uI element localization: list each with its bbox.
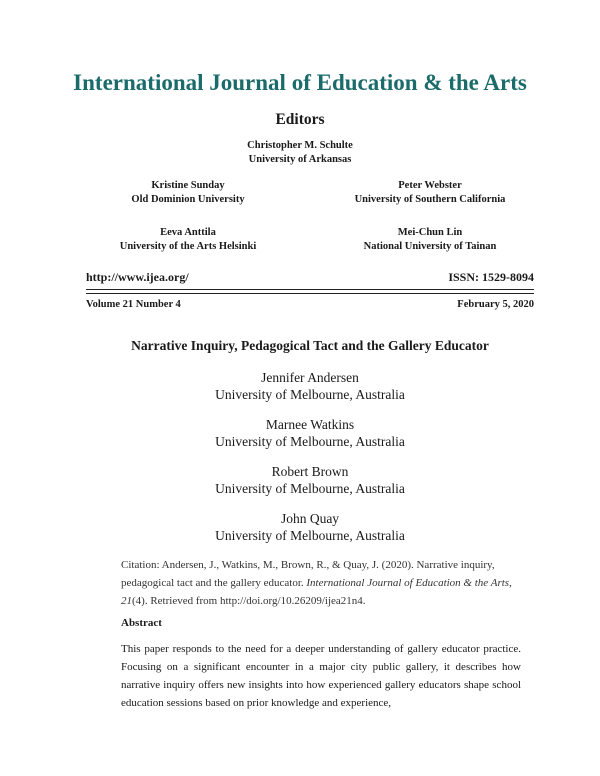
citation-journal: International Journal of Education & the Arts [306, 577, 510, 589]
editor-affiliation: National University of Tainan [363, 241, 497, 252]
author-affiliation: University of Melbourne, Australia [215, 528, 405, 543]
citation-text: (4). Retrieved from http://doi.org/10.26209/ijea21n4. [132, 595, 366, 607]
journal-title: International Journal of Education & the Arts [73, 70, 527, 95]
editor-block [88, 179, 288, 207]
author-affiliation: University of Melbourne, Australia [215, 434, 405, 449]
editor-name: Mei-Chun Lin [397, 227, 463, 238]
editor-affiliation: University of Arkansas [248, 154, 352, 165]
editors-heading: Editors [275, 111, 325, 128]
journal-url-link[interactable]: http://www.ijea.org/ [86, 270, 189, 284]
volume-number: Volume 21 Number 4 [86, 299, 181, 310]
editor-affiliation: University of Southern California [354, 194, 506, 205]
editor-name: Eeva Anttila [160, 227, 216, 238]
author-affiliation: University of Melbourne, Australia [215, 481, 405, 496]
author-name: John Quay [280, 511, 340, 526]
editor-block [88, 226, 288, 254]
divider [86, 293, 534, 294]
author-name: Robert Brown [271, 464, 349, 479]
editor-name: Christopher M. Schulte [247, 140, 353, 151]
author-block [0, 369, 600, 403]
citation-text: , [509, 577, 512, 589]
author-name: Marnee Watkins [265, 417, 355, 432]
editor-affiliation: University of the Arts Helsinki [119, 241, 257, 252]
author-block [0, 463, 600, 497]
editor-block [330, 226, 530, 254]
citation-text: Citation: Andersen, J., Watkins, M., Brown, R., & Quay, J. (2020). Narrative inquiry, pedagogical tact and the gallery educator. [121, 559, 495, 589]
author-name: Jennifer Andersen [261, 370, 359, 385]
paper-title: Narrative Inquiry, Pedagogical Tact and the Gallery Educator [131, 338, 489, 353]
divider [86, 289, 534, 290]
author-block [0, 510, 600, 544]
abstract-text: This paper responds to the need for a deeper understanding of gallery educator practice. Focusing on a significant encounter in a major city public gallery, it describes how narrative inquiry offers new insights into how experienced gallery educators shape school education sessions based on prior knowledge and experience, [121, 643, 521, 709]
abstract-heading: Abstract [121, 617, 162, 629]
issn: ISSN: 1529-8094 [448, 270, 534, 284]
citation [121, 556, 521, 610]
editor-block [330, 179, 530, 207]
editor-name: Kristine Sunday [151, 180, 225, 191]
author-block [0, 416, 600, 450]
author-affiliation: University of Melbourne, Australia [215, 387, 405, 402]
editor-name: Peter Webster [398, 180, 462, 191]
publication-date: February 5, 2020 [457, 299, 534, 310]
editor-block-chief [0, 139, 600, 167]
citation-volume: 21 [121, 595, 132, 607]
editor-affiliation: Old Dominion University [131, 194, 245, 205]
